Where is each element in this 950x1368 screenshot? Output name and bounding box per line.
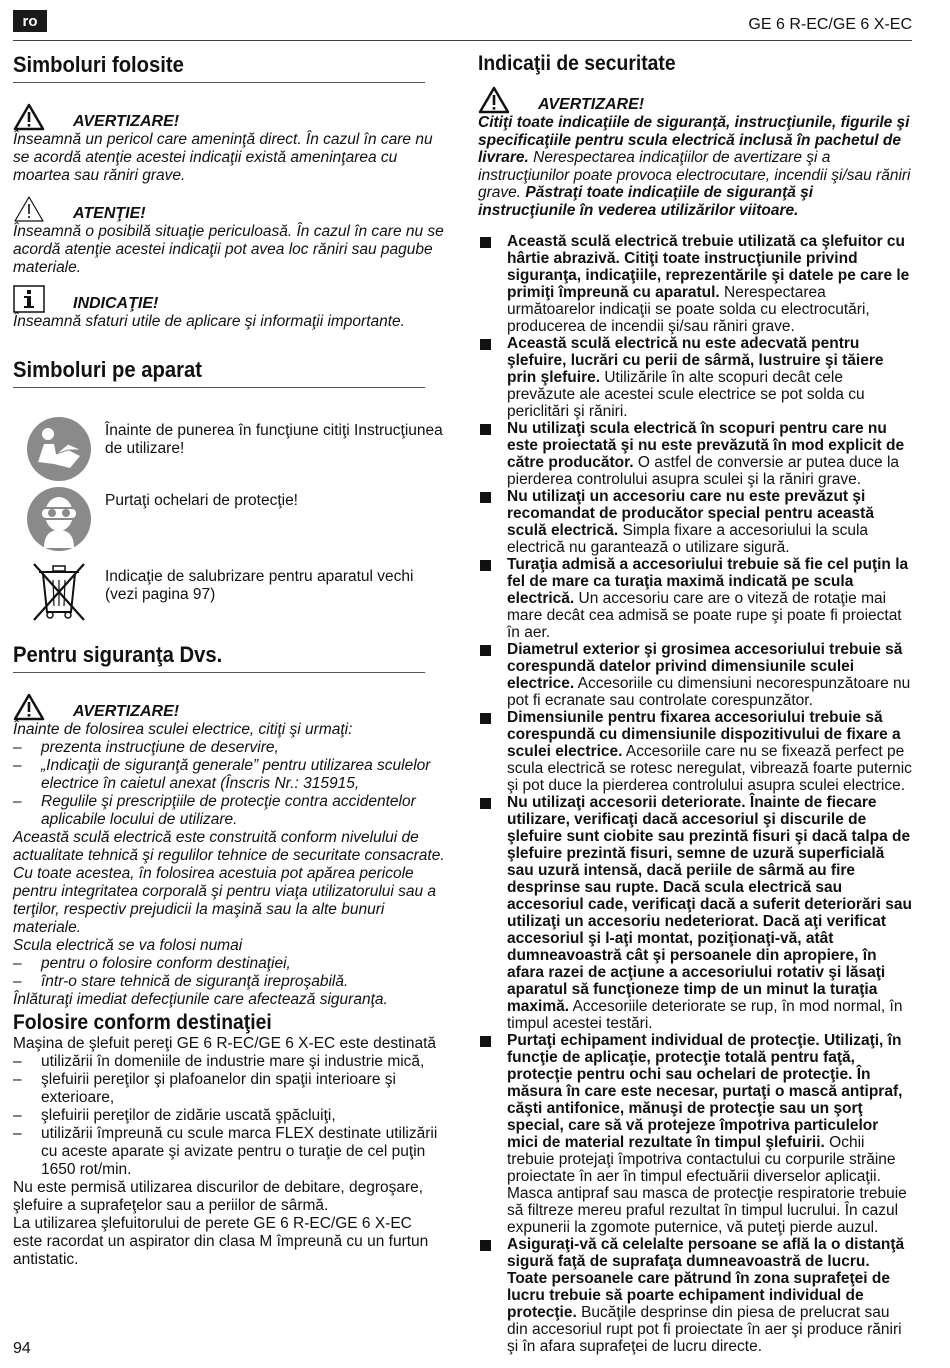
paragraph: Scula electrică se va folosi numai [13,937,243,954]
warning-intro: Înainte de folosirea sculei electrice, citiţi şi urmaţi: [13,721,353,738]
list-item: Purtaţi echipament individual de protecţie. Utilizaţi, în funcţie de aplicaţie, protecţie totală pentru faţă, protecţie pentru ochi sau ochelari de protecţie. În măsura în care este necesar, purtaţi o mască antipraf, căşti antifonice, mănuşi de protecţie sau un şorţ special, care să vă protejeze împotriva particulelor mici de material rezultate în timpul şlefuirii. Ochii trebuie protejaţi împotriva contactului cu corpurile străine proiectate în aer în timpul efectuării diverselor aplicaţii. Masca antipraf sau masca de protecţie respiratorie trebuie să filtreze mereu praful rezultat în timpul lucrului. În cazul expunerii la zgomote puternice, vă puteţi pierde auzul. [478,1032,912,1236]
warning-row-right [478,86,912,114]
section-title-your-safety: Pentru siguranţa Dvs. [13,642,425,673]
read-manual-icon [24,414,94,484]
warning-row [13,103,445,131]
paragraph: Nu este permisă utilizarea discurilor de debitare, degroşare, şlefuire a suprafeţelor sau a periilor de sârmă. [13,1179,424,1214]
paragraph: Această sculă electrică este construită conform nivelului de actualitate tehnică şi regulilor tehnice de securitate consacrate. [13,829,445,864]
paragraph: La utilizarea şlefuitorului de perete GE 6 R-EC/GE 6 X-EC este racordat un aspirator din clasa M împreună cu un furtun antistatic. [13,1215,429,1268]
list-item: Nu utilizaţi scula electrică în scopuri pentru care nu este proiectată şi nu este prevăzută în mod explicit de către producător. O astfel de conversie ar putea duce la pierderea controlului asupra sculei şi la răniri grave. [478,420,912,488]
list-item: – pentru o folosire conform destinaţiei, [13,955,291,972]
note-row [13,285,445,313]
symbol-row-manual [13,414,445,484]
caution-row [13,195,445,223]
model-header: GE 6 R-EC/GE 6 X-EC [748,16,912,33]
note-description: Înseamnă sfaturi utile de aplicare şi informaţii importante. [13,313,405,330]
warning-triangle-icon [13,103,45,131]
symbol-text-disposal: Indicaţie de salubrizare pentru aparatul vechi (vezi pagina 97) [105,568,414,603]
paragraph: Cu toate acestea, în folosirea acestuia pot apărea pericole pentru integritatea corporală şi pentru viaţa utilizatorului sau a terţilor, respectiv prejudicii la maşină sau la alte bunuri materiale. [13,865,437,936]
warning-row-2 [13,693,445,721]
list-item: – şlefuirii pereţilor şi plafoanelor din spaţii interioare şi exterioare, [13,1071,396,1106]
left-column [13,52,445,1269]
symbol-row-disposal [13,560,445,622]
caution-label: ATENŢIE! [73,205,146,222]
section-title-device-symbols: Simboluri pe aparat [13,357,425,388]
caution-description: Înseamnă o posibilă situaţie periculoasă. În cazul în care nu se acordă atenţie acestei indicaţii pot avea loc răniri sau pagube materiale. [13,223,444,276]
language-badge: ro [13,10,47,32]
section-title-safety-instructions: Indicaţii de securitate [478,52,676,75]
list-item: Nu utilizaţi un accesoriu care nu este prevăzut şi recomandat de producător special pentru această sculă electrică. Simpla fixare a accesoriului la scula electrică nu garantează o utilizare sigură. [478,488,912,556]
warning-paragraph: Citiţi toate indicaţiile de siguranţă, instrucţiunile, figurile şi specificaţiile pentru scula electrică inclusă în pachetul de livrare. Nerespectarea indicaţiilor de avertizare şi a instrucţiunilor poate provoca electrocutare, incendii şi/sau răniri grave. Păstraţi toate indicaţiile de siguranţă şi instrucţiunile în vederea utilizărilor viitoare. [478,114,911,219]
list-item: Asiguraţi-vă că celelalte persoane se află la o distanţă sigură faţă de suprafaţa dumneavoastră de lucru. Toate persoanele care pătrund în zona suprafeţei de lucru trebuie să poarte echipament individual de protecţie. Bucăţile desprinse din piesa de prelucrat sau din accesoriul rupt pot fi proiectate în aer şi produce răniri şi în afara suprafeţei de lucru directe. [478,1236,912,1355]
safety-goggles-icon [24,484,94,554]
section-title-symbols-used: Simboluri folosite [13,52,425,83]
use-intro: Maşina de şlefuit pereţi GE 6 R-EC/GE 6 X-EC este destinată [13,1035,436,1052]
list-item: Această sculă electrică nu este adecvată pentru şlefuire, lucrări cu perii de sârmă, lustruire şi tăiere prin şlefuire. Utilizările în alte scopuri decât cele prevăzute ale acestei scule electrice se pot solda cu periclitări şi răniri. [478,335,912,420]
symbol-text-manual: Înainte de punerea în funcţiune citiţi Instrucţiunea de utilizare! [105,422,443,457]
list-item: Diametrul exterior şi grosimea accesoriului trebuie să corespundă datelor privind dimensiunile sculei electrice. Accesoriile cu dimensiuni necorespunzătoare nu pot fi ecranate sau controlate corespunzător. [478,641,912,709]
list-item: – Regulile şi prescripţiile de protecţie contra accidentelor aplicabile locului de utilizare. [13,793,416,828]
list-item: – „Indicaţii de siguranţă generale” pentru utilizarea sculelor electrice în caietul anexat (Înscris Nr.: 315915, [13,757,431,792]
list-item: – utilizării în domeniile de industrie mare şi industrie mică, [13,1053,425,1070]
list-item: Nu utilizaţi accesorii deteriorate. Înainte de fiecare utilizare, verificaţi dacă accesoriul şi discurile de şlefuire sunt ciobite sau prezintă fisuri şi dacă talpa de şlefuire prezintă fisuri, semne de uzură superficială sau uzură intensă, dacă periile de sârmă au fire desprinse sau rupte. Dacă scula electrică sau accesoriul cade, verificaţi dacă a suferit deteriorări sau utilizaţi un accesoriu nedeteriorat. Dacă aţi verificat accesoriul şi l-aţi montat, poziţionaţi-vă, atât dumneavoastră cât şi persoanele din apropiere, în afara razei de acţiune a accesoriului rotativ şi lăsaţi aparatul să funcţioneze timp de un minut la turaţia maximă. Accesoriile deteriorate se rup, în mod normal, în timpul acestei testări. [478,794,912,1032]
list-item: – utilizării împreună cu scule marca FLEX destinate utilizării cu aceste aparate şi avizate pentru o turaţie de cel puţin 1650 rot/min. [13,1125,438,1178]
paragraph: Înlăturaţi imediat defecţiunile care afectează siguranţa. [13,991,388,1008]
list-item: Turaţia admisă a accesoriului trebuie să fie cel puţin la fel de mare ca turaţia maximă indicată pe scula electrică. Un accesoriu care are o viteză de rotaţie mai mare decât cea admisă se poate rupe şi poate fi proiectat în aer. [478,556,912,641]
symbol-text-goggles: Purtaţi ochelari de protecţie! [105,492,298,509]
list-item: Dimensiunile pentru fixarea accesoriului trebuie să corespundă cu dimensiunile dispozitivului de fixare a sculei electrice. Accesoriile care nu se fixează perfect pe scula electrică se rotesc neregulat, vibrează foarte puternic şi pot duce la pierderea controlului asupra sculei electrice. [478,709,912,794]
safety-bullet-list [478,233,912,1355]
section-title-intended-use: Folosire conform destinaţiei [13,1011,272,1034]
warning-triangle-icon [13,693,45,721]
list-item: – prezenta instrucţiune de deservire, [13,739,279,756]
list-item: – într-o stare tehnică de siguranţă ireproşabilă. [13,973,349,990]
caution-triangle-icon [13,195,45,223]
warning-description: Înseamnă un pericol care ameninţă direct. În cazul în care nu se acordă atenţie acestei indicaţii există ameninţarea cu moartea sau răniri grave. [13,131,433,184]
warning-label: AVERTIZARE! [73,113,180,130]
symbol-row-goggles [13,484,445,554]
warning-triangle-icon [478,86,510,114]
warning-label-2: AVERTIZARE! [73,703,180,720]
disposal-bin-icon [29,560,89,622]
info-icon [13,285,45,313]
header-rule [13,40,912,41]
page-number: 94 [13,1340,31,1357]
warning-label-right: AVERTIZARE! [538,96,645,113]
right-column [478,52,912,1355]
note-label: INDICAŢIE! [73,295,159,312]
list-item: – şlefuirii pereţilor de zidărie uscată şpăcluiţi, [13,1107,336,1124]
list-item: Această sculă electrică trebuie utilizată ca şlefuitor cu hârtie abrazivă. Citiţi toate instrucţiunile privind siguranţa, indicaţiile, reprezentările şi datele pe care le primiţi împreună cu aparatul. Nerespectarea următoarelor indicaţii se poate solda cu electrocutări, producerea de incendii şi/sau răniri grave. [478,233,912,335]
